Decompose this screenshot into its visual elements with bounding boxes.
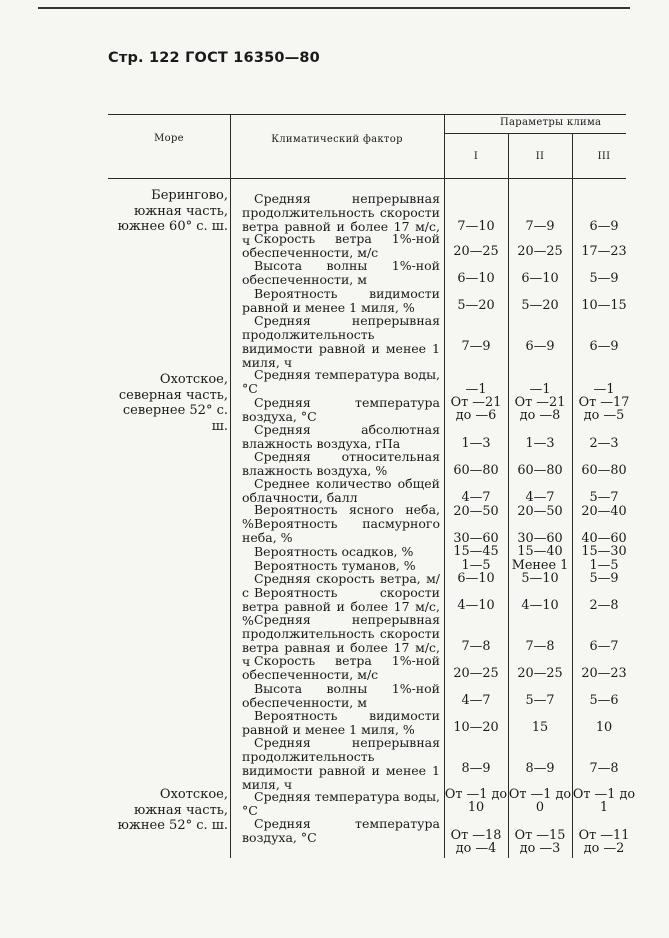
value-cell: От —1 до 1 (572, 787, 636, 815)
value-cell: 7—9 (525, 219, 555, 234)
value-cell: 20—25 (453, 244, 499, 259)
factor-cell: Средняя температура воды, °С (242, 789, 440, 818)
value-cell: 15—40 (517, 544, 563, 559)
top-border-rule (38, 7, 630, 9)
header-sea: Море (154, 133, 184, 144)
value-cell: 1—5 (589, 558, 619, 573)
value-cell: 4—7 (525, 490, 555, 505)
factor-cell: Средняя непрерывная продолжительность скорости ветра равной и более 17 м/с, ч (242, 191, 440, 248)
factor-cell: Вероятность осадков, % (254, 544, 414, 559)
value-cell: 6—9 (589, 339, 619, 354)
factor-cell: Высота волны 1%-ной обеспеченности, м (242, 258, 440, 287)
value-cell: 4—10 (457, 598, 495, 613)
value-cell: —1 (465, 382, 487, 397)
sea-name: Охотское, северная часть, севернее 52° с. ш. (118, 372, 228, 434)
header-bottom-rule (108, 178, 626, 179)
value-cell: 6—10 (521, 271, 559, 286)
factor-cell: Скорость ветра 1%-ной обеспеченности, м/с (242, 231, 440, 260)
factor-cell: Скорость ветра 1%-ной обеспеченности, м/с (242, 653, 440, 682)
value-cell: —1 (593, 382, 615, 397)
value-cell: 5—10 (521, 571, 559, 586)
value-cell: 8—9 (461, 761, 491, 776)
header-climate-1: I (473, 151, 479, 162)
factor-cell: Средняя непрерывная продолжительность видимости равной и менее 1 миля, ч (242, 313, 440, 370)
value-cell: 2—3 (589, 436, 619, 451)
value-cell: 5—9 (589, 571, 619, 586)
header-climate-3: III (597, 151, 611, 162)
factor-cell: Средняя температура воды, °С (242, 367, 440, 396)
value-cell: От —11 до —2 (578, 828, 630, 856)
params-subheader-rule (444, 133, 626, 134)
value-cell: 7—10 (457, 219, 495, 234)
value-cell: 6—7 (589, 639, 619, 654)
header-params: Параметры клима (500, 117, 602, 128)
value-cell: 20—23 (581, 666, 627, 681)
value-cell: 1—5 (461, 558, 491, 573)
value-cell: 7—8 (461, 639, 491, 654)
value-cell: 20—50 (517, 504, 563, 519)
value-cell: 2—8 (589, 598, 619, 613)
factor-cell: Средняя относительная влажность воздуха, % (242, 449, 440, 478)
factor-cell: Высота волны 1%-ной обеспеченности, м (242, 681, 440, 710)
value-cell: 7—9 (461, 339, 491, 354)
value-cell: 8—9 (525, 761, 555, 776)
value-cell: От —1 до 0 (508, 787, 572, 815)
value-cell: 40—60 (581, 531, 627, 546)
factor-cell: Средняя непрерывная продолжительность скорости ветра равная и более 17 м/с, ч (242, 612, 440, 669)
value-cell: 5—9 (589, 271, 619, 286)
sea-name: Берингово, южная часть, южнее 60° с. ш. (117, 188, 228, 234)
value-cell: 5—7 (525, 693, 555, 708)
table-top-rule (108, 114, 626, 115)
sea-name: Охотское, южная часть, южнее 52° с. ш. (117, 787, 228, 833)
value-cell: От —1 до 10 (444, 787, 508, 815)
value-cell: 17—23 (581, 244, 627, 259)
value-cell: От —21 до —6 (450, 395, 502, 423)
value-cell: 15—30 (581, 544, 627, 559)
factor-cell: Вероятность скорости ветра равной и более 17 м/с, % (242, 585, 440, 628)
value-cell: 20—25 (517, 666, 563, 681)
header-climate-2: II (535, 151, 545, 162)
value-cell: 10—15 (581, 298, 627, 313)
value-cell: 4—7 (461, 490, 491, 505)
value-cell: 7—8 (525, 639, 555, 654)
value-cell: 20—50 (453, 504, 499, 519)
value-cell: 20—40 (581, 504, 627, 519)
value-cell: 6—10 (457, 571, 495, 586)
factor-cell: Средняя непрерывная продолжительность видимости равной и менее 1 миля, ч (242, 735, 440, 792)
factor-cell: Вероятность ясного неба, % (242, 502, 440, 531)
value-cell: 5—20 (457, 298, 495, 313)
value-cell: От —15 до —3 (514, 828, 566, 856)
value-cell: 60—80 (453, 463, 499, 478)
factor-cell: Среднее количество общей облачности, балл (242, 476, 440, 505)
value-cell: 20—25 (517, 244, 563, 259)
value-cell: 6—10 (457, 271, 495, 286)
value-cell: 5—7 (589, 490, 619, 505)
value-cell: 4—7 (461, 693, 491, 708)
value-cell: —1 (529, 382, 551, 397)
value-cell: Менее 1 (511, 558, 569, 573)
value-cell: 10 (595, 720, 613, 735)
factor-cell: Средняя абсолютная влажность воздуха, гПа (242, 422, 440, 451)
value-cell: 7—8 (589, 761, 619, 776)
value-cell: 6—9 (589, 219, 619, 234)
page-header: Стр. 122 ГОСТ 16350—80 (108, 50, 320, 66)
value-cell: 5—6 (589, 693, 619, 708)
value-cell: 15 (531, 720, 549, 735)
value-cell: 30—60 (453, 531, 499, 546)
value-cell: 60—80 (517, 463, 563, 478)
value-cell: 20—25 (453, 666, 499, 681)
factor-cell: Средняя температура воздуха, °С (242, 395, 440, 424)
value-cell: 10—20 (453, 720, 499, 735)
value-cell: 1—3 (461, 436, 491, 451)
factor-cell: Вероятность пасмурного неба, % (242, 516, 440, 545)
value-cell: От —21 до —8 (514, 395, 566, 423)
column-divider-sea (230, 114, 231, 858)
value-cell: 15—45 (453, 544, 499, 559)
factor-cell: Вероятность туманов, % (254, 558, 416, 573)
value-cell: 60—80 (581, 463, 627, 478)
value-cell: 5—20 (521, 298, 559, 313)
factor-cell: Средняя скорость ветра, м/с (242, 571, 440, 600)
value-cell: 1—3 (525, 436, 555, 451)
factor-cell: Вероятность видимости равной и менее 1 миля, % (242, 708, 440, 737)
value-cell: 30—60 (517, 531, 563, 546)
header-factor: Климатический фактор (271, 134, 403, 145)
value-cell: От —17 до —5 (578, 395, 630, 423)
factor-cell: Вероятность видимости равной и менее 1 миля, % (242, 286, 440, 315)
value-cell: 4—10 (521, 598, 559, 613)
value-cell: От —18 до —4 (450, 828, 502, 856)
value-cell: 6—9 (525, 339, 555, 354)
factor-cell: Средняя температура воздуха, °С (242, 816, 440, 845)
